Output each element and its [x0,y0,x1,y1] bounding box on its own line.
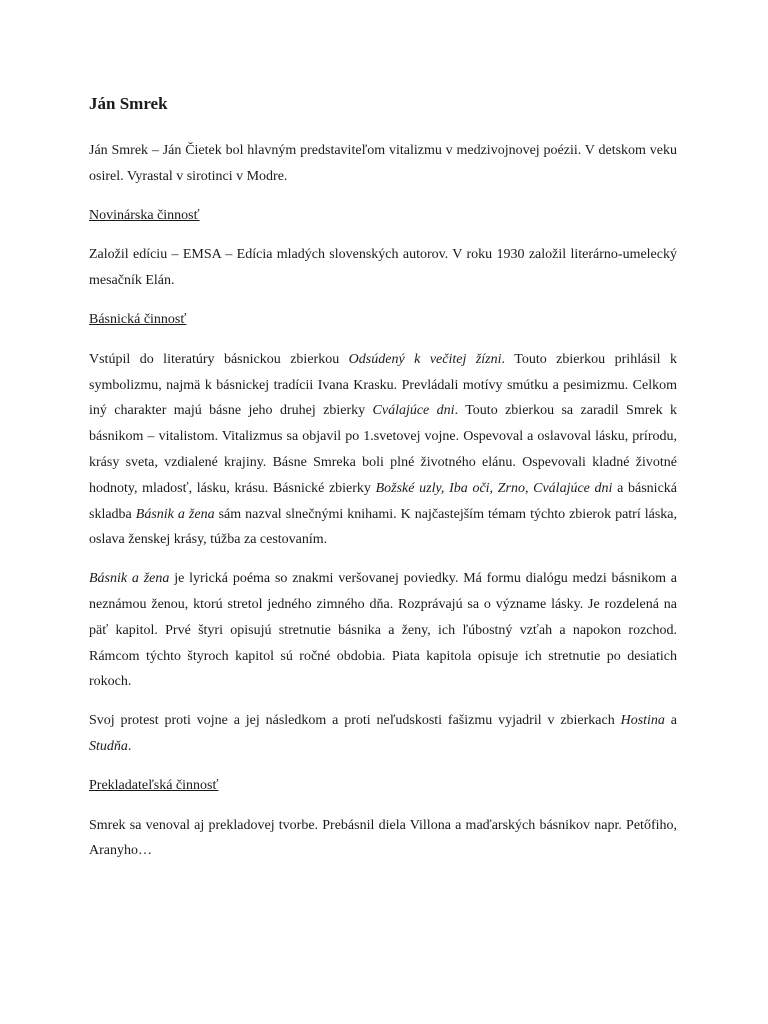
text-run: a [664,713,677,729]
text-run: . Touto zbierkou prihlásil k symbolizmu, najmä k básnickej tradícii Ivana Krasku. Prevládali motívy smútku a pesimizmu. Celkom iný charakter majú básne jeho druhej zbierky [89,351,677,419]
book-title: Básnik a žena [89,571,170,587]
text-run: a básnická skladba [89,480,677,522]
poetry-paragraph-2 [89,566,677,695]
text-run: . [127,738,132,754]
section-heading-poetry: Básnická činnosť [89,311,187,327]
section-heading-translation: Prekladateľská činnosť [89,777,219,793]
text-run: . Touto zbierkou sa zaradil Smrek k básnikom – vitalistom. Vitalizmus sa objavil po 1.svetovej vojne. Ospevoval a oslavoval lásku, prírodu, krásy sveta, vzdialené krajiny. Básne Smreka boli plné životného elánu. Ospevovali kladné životné hodnoty, mladosť, lásku, krásu. Básnické zbierky [89,403,677,496]
text-run: Vstúpil do literatúry básnickou zbierkou [89,351,349,367]
intro-paragraph: Ján Smrek – Ján Čietek bol hlavným predstaviteľom vitalizmu v medzivojnovej poézii. V detskom veku osirel. Vyrastal v sirotinci v Modre. [89,143,677,184]
journalism-paragraph: Založil edíciu – EMSA – Edícia mladých slovenských autorov. V roku 1930 založil literárno-umelecký mesačník Elán. [89,247,677,289]
book-title: Odsúdený k večitej žízni [348,351,502,367]
book-title: Básnik a žena [135,506,215,522]
book-title: Hostina [620,713,665,729]
document-title: Ján Smrek [89,94,168,113]
text-run: Svoj protest proti vojne a jej následkom a proti neľudskosti fašizmu vyjadril v zbierkach [89,713,621,729]
poetry-paragraph-1 [89,347,677,553]
section-heading-journalism: Novinárska činnosť [89,207,200,223]
translation-paragraph: Smrek sa venoval aj prekladovej tvorbe. Prebásnil diela Villona a maďarských básnikov napr. Petőfiho, Aranyho… [89,817,677,859]
poetry-paragraph-3 [89,708,677,760]
book-title-list: Božské uzly, Iba oči, Zrno, Cválajúce dni [375,480,613,496]
document-page [89,93,677,877]
book-title: Cválajúce dni [372,403,455,419]
text-run: sám nazval slnečnými knihami. K najčastejším témam týchto zbierok patrí láska, oslava ženskej krásy, túžba za cestovaním. [89,506,678,548]
text-run: je lyrická poéma so znakmi veršovanej poviedky. Má formu dialógu medzi básnikom a neznámou ženou, ktorú stretol jedného zimného dňa. Rozprávajú sa o význame lásky. Je rozdelená na päť kapitol. Prvé štyri opisujú stretnutie básnika a ženy, ich ľúbostný vzťah a napokon rozchod. Rámcom týchto štyroch kapitol sú ročné obdobia. Piata kapitola opisuje ich stretnutie po desiatich rokoch. [89,571,678,690]
book-title: Studňa [89,738,128,754]
